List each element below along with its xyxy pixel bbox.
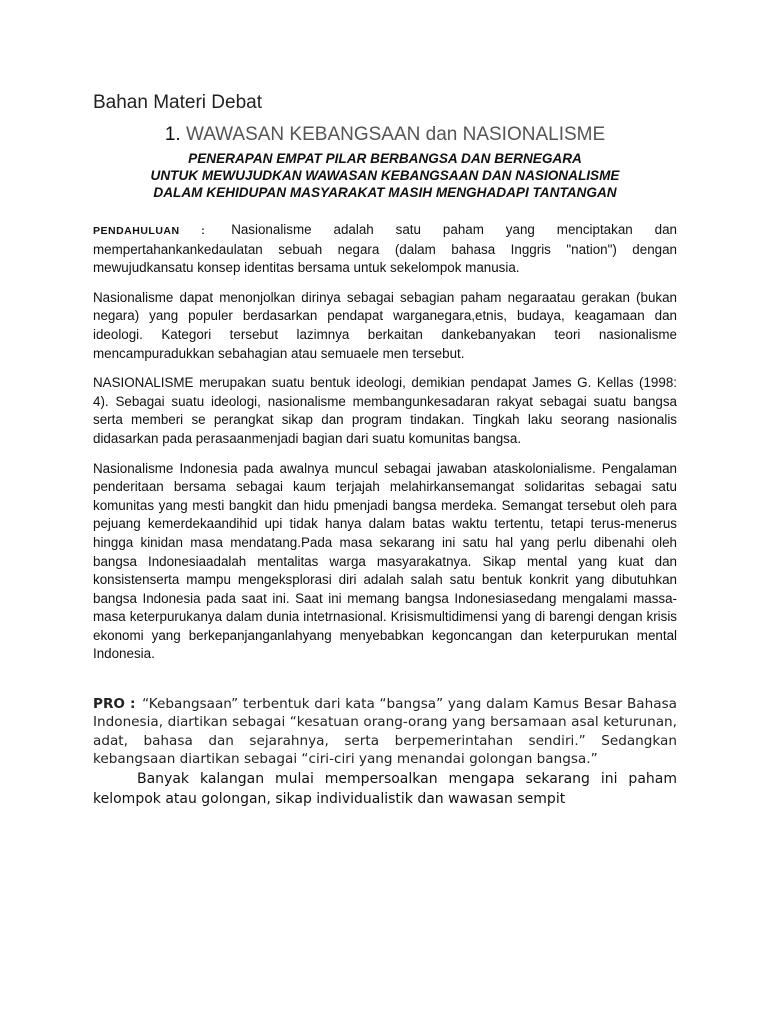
section-number: 1. <box>164 124 181 145</box>
spacer <box>93 675 677 695</box>
body-paragraph: Nasionalisme Indonesia pada awalnya muncul sebagai jawaban ataskolonialisme. Pengalaman penderitaan bersama sebagai kaum terjajah melahirkansemangat solidaritas sebagai satu komunitas yang mesti bangkit dan hidu pmenjadi bangsa merdeka. Semangat tersebut oleh para pejuang kemerdekaandihid upi tidak hanya dalam batas waktu tertentu, tetapi terus-menerus hingga kinidan masa mendatang.Pada masa sekarang ini satu hal yang perlu dibenahi oleh bangsa Indonesiaadalah mentalitas warga masyarakatnya. Sikap mental yang kuat dan konsistenserta mampu mengeksplorasi diri adalah salah satu bentuk konkrit yang dibutuhkan bangsa Indonesia pada saat ini. Saat ini memang bangsa Indonesiasedang mengalami massa-masa keterpurukanya dalam dunia intetrnasional. Krisismultidimensi yang di barengi dengan krisis ekonomi yang berkepanjanganlahyang menyebabkan kegoncangan dan keterpurukan mental Indonesia. <box>93 460 677 662</box>
body-paragraph: Nasionalisme dapat menonjolkan dirinya sebagai sebagian paham negaraatau gerakan (bukan negara) yang populer berdasarkan pendapat warganegara,etnis, budaya, keagamaan dan ideologi. Kategori tersebut lazimnya berkaitan dankebanyakan teori nasionalisme mencampuradukkan sebahagian atau semuaele men tersebut. <box>93 289 677 361</box>
section-heading <box>93 124 677 146</box>
subtitle-line: DALAM KEHIDUPAN MASYARAKAT MASIH MENGHADAPI TANTANGAN <box>153 185 617 200</box>
subtitle-line: UNTUK MEWUJUDKAN WAWASAN KEBANGSAAN DAN NASIONALISME <box>150 168 620 183</box>
pro-text: “Kebangsaan” terbentuk dari kata “bangsa” yang dalam Kamus Besar Bahasa Indonesia, diartikan sebagai “kesatuan orang-orang yang bersamaan asal keturunan, adat, bahasa dan sejarahnya, serta berpemerintahan sendiri.” Sedangkan kebangsaan diartikan sebagai “ciri-ciri yang menandai golongan bangsa.” <box>93 696 677 768</box>
section-title: WAWASAN KEBANGSAAN dan NASIONALISME <box>185 124 606 145</box>
pro-label: PRO : <box>93 696 136 713</box>
intro-text: Nasionalisme adalah satu paham yang menciptakan dan mempertahankankedaulatan sebuah negara (dalam bahasa Inggris "nation") dengan mewujudkansatu konsep identitas bersama untuk sekelompok manusia. <box>93 222 678 276</box>
pro-paragraph <box>93 695 677 769</box>
body-paragraph: NASIONALISME merupakan suatu bentuk ideologi, demikian pendapat James G. Kellas (1998: 4). Sebagai suatu ideologi, nasionalisme membangunkesadaran rakyat sebagai suatu bangsa serta memberi se perangkat sikap dan program tindakan. Tingkah laku seorang nasionalis didasarkan pada perasaanmenjadi bagian dari suatu komunitas bangsa. <box>93 375 677 446</box>
intro-label: PENDAHULUAN : <box>93 225 206 237</box>
document-page <box>93 92 677 809</box>
intro-paragraph <box>93 221 677 278</box>
document-title: Bahan Materi Debat <box>93 92 262 113</box>
subtitle-line: PENERAPAN EMPAT PILAR BERBANGSA DAN BERNEGARA <box>188 151 582 166</box>
pro-paragraph-continued: Banyak kalangan mulai mempersoalkan mengapa sekarang ini paham kelompok atau golongan, sikap individualistik dan wawasan sempit <box>93 770 677 807</box>
